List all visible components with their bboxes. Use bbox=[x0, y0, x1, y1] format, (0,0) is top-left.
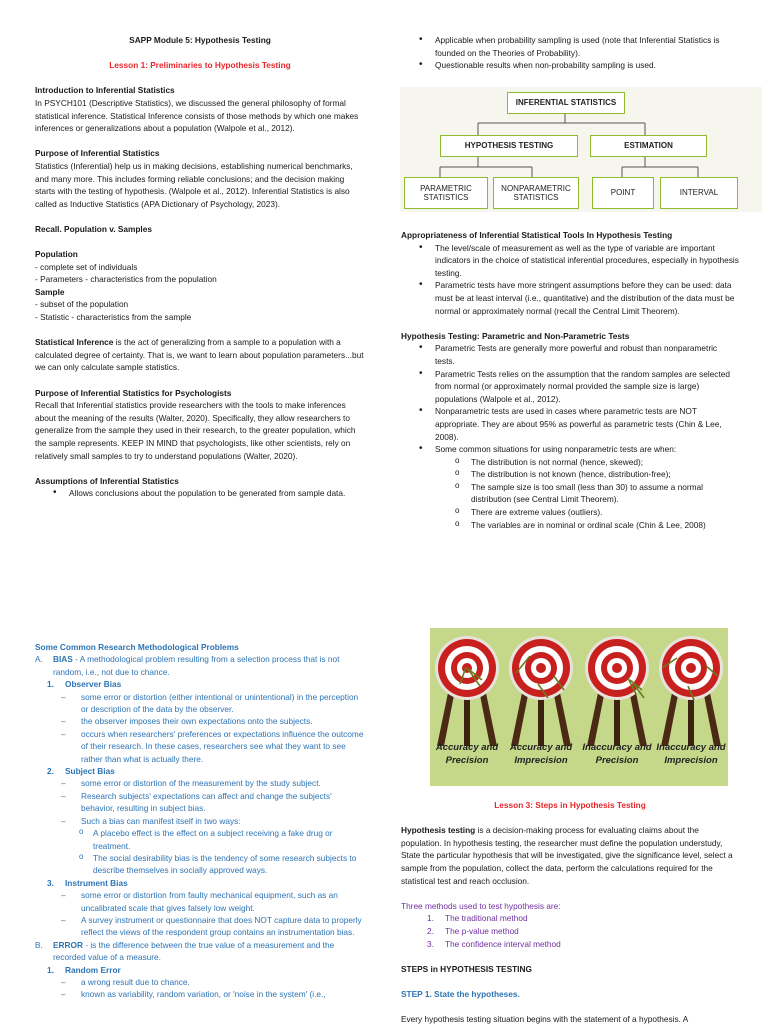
observer-bias-list bbox=[35, 691, 365, 765]
subject-bias-number: 2. bbox=[47, 766, 54, 777]
list-item: – a wrong result due to chance. bbox=[35, 976, 365, 988]
sample-label: Sample bbox=[35, 286, 65, 297]
hypothesis-testing-text: is a decision-making process for evaluating claims about the population. In hypothesis testing, the researcher must define the population understudy, State the particular hypothesis that will be investigated, give the significance level, select a sample from the population, collect the data, perform the calculations required for the statistical test and reach occlusion. bbox=[401, 825, 733, 886]
applicability-list bbox=[401, 34, 731, 72]
instrument-bias-list bbox=[35, 889, 365, 939]
error-text: - is the difference between the true value of a measurement and the recorded value of a measure. bbox=[53, 939, 335, 963]
list-item: • Allows conclusions about the population to be generated from sample data. bbox=[35, 487, 365, 500]
accuracy-precision-targets-image bbox=[430, 628, 728, 786]
hypothesis-testing-definition bbox=[401, 824, 739, 887]
list-item: • Nonparametric tests are used in cases where parametric tests are NOT appropriate. They are about 95% as powerful as parametric tests (Chin & Lee, 2008). bbox=[401, 405, 739, 443]
intro-heading: Introduction to Inferential Statistics bbox=[35, 85, 175, 96]
appropriateness-heading: Appropriateness of Inferential Statistical Tools In Hypothesis Testing bbox=[401, 230, 673, 240]
list-item: – the observer imposes their own expectations onto the subjects. bbox=[35, 715, 365, 727]
list-item: – some error or distortion from faulty mechanical equipment, such as an uncalibrated scale that gives falsely low weight. bbox=[35, 889, 365, 914]
observer-bias-number: 1. bbox=[47, 679, 54, 690]
observer-bias-title: Observer Bias bbox=[65, 679, 122, 690]
step1-text: Every hypothesis testing situation begins with the statement of a hypothesis. A bbox=[401, 1014, 689, 1025]
target-label-3: Inaccuracy and Precision bbox=[582, 742, 652, 766]
methods-list bbox=[401, 912, 739, 950]
diagram-estimation-box: ESTIMATION bbox=[590, 135, 707, 157]
left-bottom-column bbox=[35, 641, 365, 1001]
random-error-list bbox=[35, 976, 365, 1001]
statistical-inference-text: is the act of generalizing from a sample to a population with a calculated degree of certainty. That is, we want to learn about population parameters...but we can only calculate sample statistics. bbox=[35, 337, 364, 373]
list-item: • Parametric tests have more stringent assumptions before they can be used: data must be at least interval (i.e., quantitative) and the distribution of the data must be normal or approximately normal (recall the Central Limit Theorem). bbox=[401, 279, 739, 317]
diagram-point-box: POINT bbox=[592, 177, 654, 209]
diagram-root-box: INFERENTIAL STATISTICS bbox=[507, 92, 625, 114]
purpose-heading: Purpose of Inferential Statistics bbox=[35, 148, 160, 159]
target-label-1: Accuracy and Precision bbox=[435, 742, 499, 766]
error-section bbox=[35, 939, 365, 964]
target-1 bbox=[435, 636, 499, 746]
lesson3-heading: Lesson 3: Steps in Hypothesis Testing bbox=[494, 800, 646, 810]
subject-bias-list bbox=[35, 777, 365, 876]
purpose-text: Statistics (Inferential) help us in making decisions, establishing numerical benchmarks, and many more. This includes forming reliable conclusions; and the decision making starts with the testing of hypothesis. (Walpole et al., 2012). Inferential Statistics is also called as Inductive Statistics (APA Dictionary of Psychology, 2023). bbox=[35, 160, 353, 209]
instrument-bias-number: 3. bbox=[47, 877, 54, 888]
list-item: – some error or distortion (either intentional or unintentional) in the perception or description of the data by the observer. bbox=[35, 691, 365, 716]
psych-purpose-text: Recall that Inferential statistics provide researchers with the tools to make inferences about the meaning of the results (Walter, 2020). Specifically, they allow researchers to generalize from the sample they used in their research, to the greater population, which the sample represents. KEEP IN MIND that psychologists, like other scientists, rely on relatively small samples to try to understand populations (Walter, 2020). bbox=[35, 400, 356, 461]
list-item: • The level/scale of measurement as well as the type of variable are important indicators in the choice of statistical inferential procedures, especially in hypothesis testing. bbox=[401, 242, 739, 280]
list-item: 1. The traditional method bbox=[427, 913, 528, 924]
list-item: – known as variability, random variation, or 'noise in the system' (i.e., bbox=[35, 988, 365, 1000]
psych-purpose-heading: Purpose of Inferential Statistics for Psychologists bbox=[35, 387, 232, 398]
module-title: SAPP Module 5: Hypothesis Testing bbox=[129, 35, 271, 45]
statistical-inference-term: Statistical Inference bbox=[35, 337, 114, 348]
list-item: o The distribution is not normal (hence, skewed); bbox=[401, 456, 739, 469]
assumptions-heading: Assumptions of Inferential Statistics bbox=[35, 475, 179, 486]
nonparametric-situations-list bbox=[401, 456, 739, 532]
list-item: • Some common situations for using nonparametric tests are when: bbox=[401, 443, 739, 456]
assumptions-list bbox=[35, 487, 365, 500]
list-item: • Questionable results when non-probability sampling is used. bbox=[401, 59, 731, 72]
target-label-2: Accuracy and Imprecision bbox=[509, 742, 573, 766]
instrument-bias-heading bbox=[35, 877, 365, 889]
list-item: o The social desirability bias is the tendency of some research subjects to describe themselves in socially approved ways. bbox=[35, 852, 365, 877]
population-item: - Parameters - characteristics from the population bbox=[35, 274, 217, 285]
error-title: ERROR bbox=[53, 939, 83, 950]
list-item: – occurs when researchers' preferences or expectations influence the outcome of their research. In these cases, researchers see what they want to see rather than what is actually there. bbox=[35, 728, 365, 765]
diagram-interval-box: INTERVAL bbox=[660, 177, 738, 209]
bias-letter: A. bbox=[35, 654, 43, 665]
target-label-4: Inaccuracy and Imprecision bbox=[656, 742, 726, 766]
subject-bias-title: Subject Bias bbox=[65, 766, 115, 777]
list-item: – Such a bias can manifest itself in two ways: bbox=[35, 815, 365, 827]
random-error-number: 1. bbox=[47, 964, 54, 975]
list-item: o The distribution is not known (hence, distribution-free); bbox=[401, 468, 739, 481]
sample-item: - subset of the population bbox=[35, 299, 129, 310]
list-item: – Research subjects' expectations can affect and change the subjects' behavior, resulting in subject bias. bbox=[35, 790, 365, 815]
list-item: 3. The confidence interval method bbox=[427, 938, 561, 949]
target-2 bbox=[509, 636, 573, 746]
sample-item: - Statistic - characteristics from the sample bbox=[35, 312, 192, 323]
random-error-title: Random Error bbox=[65, 964, 121, 975]
error-letter: B. bbox=[35, 939, 43, 950]
instrument-bias-title: Instrument Bias bbox=[65, 877, 128, 888]
list-item: o A placebo effect is the effect on a subject receiving a fake drug or treatment. bbox=[35, 827, 365, 852]
diagram-hypothesis-testing-box: HYPOTHESIS TESTING bbox=[440, 135, 578, 157]
diagram-nonparametric-box: NONPARAMETRIC STATISTICS bbox=[493, 177, 579, 209]
appropriateness-list bbox=[401, 242, 739, 318]
lesson1-heading: Lesson 1: Preliminaries to Hypothesis Testing bbox=[109, 60, 291, 71]
random-error-heading bbox=[35, 964, 365, 976]
population-label: Population bbox=[35, 249, 78, 260]
right-top-column bbox=[401, 229, 739, 531]
subject-bias-heading bbox=[35, 765, 365, 777]
bias-text: - A methodological problem resulting from a selection process that is not random, i.e., not due to chance. bbox=[53, 654, 340, 677]
hypothesis-testing-term: Hypothesis testing bbox=[401, 825, 476, 836]
observer-bias-heading bbox=[35, 678, 365, 690]
hypothesis-testing-tests-heading: Hypothesis Testing: Parametric and Non-Parametric Tests bbox=[401, 330, 630, 341]
left-top-column bbox=[35, 34, 365, 500]
inferential-statistics-diagram bbox=[400, 87, 762, 212]
list-item: o There are extreme values (outliers). bbox=[401, 506, 739, 519]
steps-heading: STEPS in HYPOTHESIS TESTING bbox=[401, 963, 532, 974]
list-item: – A survey instrument or questionnaire that does NOT capture data to properly reflect the views of the respondent group contains an instrumentation bias. bbox=[35, 914, 365, 939]
list-item: 2. The p-value method bbox=[427, 925, 519, 936]
right-top-bullets bbox=[401, 34, 731, 72]
list-item: • Applicable when probability sampling is used (note that Inferential Statistics is founded on the Theories of Probability). bbox=[401, 34, 731, 59]
methodological-problems-heading: Some Common Research Methodological Problems bbox=[35, 642, 239, 652]
right-bottom-column bbox=[401, 799, 739, 1026]
statistical-inference-paragraph bbox=[35, 336, 365, 374]
step1-heading: STEP 1. State the hypotheses. bbox=[401, 988, 520, 999]
recall-heading: Recall. Population v. Samples bbox=[35, 223, 152, 234]
bias-title: BIAS bbox=[53, 654, 73, 665]
bias-section bbox=[35, 653, 365, 678]
methods-heading: Three methods used to test hypothesis are: bbox=[401, 900, 561, 911]
list-item: • Parametric Tests relies on the assumption that the random samples are selected from normal (or approximately normal provided the sample size is large) populations (Walpole et al., 2012). bbox=[401, 368, 739, 406]
list-item: – some error or distortion of the measurement by the study subject. bbox=[35, 777, 365, 789]
tests-list bbox=[401, 342, 739, 455]
population-item: - complete set of individuals bbox=[35, 261, 138, 272]
list-item: o The variables are in nominal or ordinal scale (Chin & Lee, 2008) bbox=[401, 519, 739, 532]
intro-text: In PSYCH101 (Descriptive Statistics), we discussed the general philosophy of formal statistical inference. Statistical Inference consists of those methods by which one makes inferences or generalizations about a population (Walpole et al., 2012). bbox=[35, 97, 359, 134]
list-item: • Parametric Tests are generally more powerful and robust than nonparametric tests. bbox=[401, 342, 739, 367]
diagram-parametric-box: PARAMETRIC STATISTICS bbox=[404, 177, 488, 209]
list-item: o The sample size is too small (less than 30) to assume a normal distribution (see Central Limit Theorem). bbox=[401, 481, 739, 506]
